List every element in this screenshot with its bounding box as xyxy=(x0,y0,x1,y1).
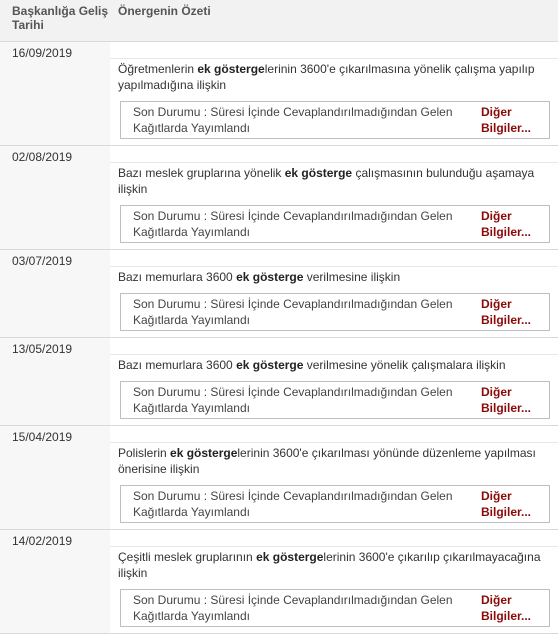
row-date: 02/08/2019 xyxy=(12,150,73,164)
status-box xyxy=(120,381,550,419)
table-header xyxy=(0,0,558,42)
summary-text: lerinin 3600'e çıkarılıp çıkarılmayacağına ilişkin xyxy=(118,550,541,580)
summary-text: lerinin 3600'e çıkarılması yönünde düzenleme yapılması önerisine ilişkin xyxy=(118,446,536,476)
table-row xyxy=(0,42,558,146)
summary-highlight: ek gösterge xyxy=(236,270,304,284)
row-content xyxy=(110,146,558,249)
more-info-link[interactable]: Diğer Bilgiler... xyxy=(481,297,532,327)
more-info-link[interactable]: Diğer Bilgiler... xyxy=(481,593,532,623)
row-date: 14/02/2019 xyxy=(12,534,73,548)
row-content xyxy=(110,530,558,633)
motion-summary xyxy=(110,162,558,201)
table-row xyxy=(0,146,558,250)
summary-text: Bazı memurlara 3600 xyxy=(118,358,237,372)
table-row xyxy=(0,530,558,634)
date-column-header: Başkanlığa Geliş Tarihi xyxy=(12,4,109,32)
status-box xyxy=(120,205,550,243)
more-info-link[interactable]: Diğer Bilgiler... xyxy=(481,209,532,239)
summary-text: Öğretmenlerin xyxy=(118,62,198,76)
summary-text: verilmesine yönelik çalışmalara ilişkin xyxy=(303,358,506,372)
status-text: Son Durumu : Süresi İçinde Cevaplandırılmadığından Gelen Kağıtlarda Yayımlandı xyxy=(133,105,453,135)
motion-summary xyxy=(110,58,558,97)
summary-highlight: ek gösterge xyxy=(284,166,353,180)
row-content xyxy=(110,250,558,337)
summary-text: lerinin 3600'e çıkarılmasına yönelik çalışma yapılıp yapılmadığına ilişkin xyxy=(118,62,535,92)
summary-text: verilmesine ilişkin xyxy=(303,270,401,284)
motion-summary xyxy=(110,354,558,377)
row-content xyxy=(110,338,558,425)
more-info-link[interactable]: Diğer Bilgiler... xyxy=(481,105,532,135)
row-date: 03/07/2019 xyxy=(12,254,73,268)
row-date: 15/04/2019 xyxy=(12,430,73,444)
row-date: 16/09/2019 xyxy=(12,46,73,60)
summary-highlight: ek gösterge xyxy=(170,446,238,460)
motion-summary xyxy=(110,546,558,585)
status-text: Son Durumu : Süresi İçinde Cevaplandırılmadığından Gelen Kağıtlarda Yayımlandı xyxy=(133,209,453,239)
status-box xyxy=(120,101,550,139)
summary-text: Polislerin xyxy=(118,446,171,460)
status-text: Son Durumu : Süresi İçinde Cevaplandırılmadığından Gelen Kağıtlarda Yayımlandı xyxy=(133,593,453,623)
status-text: Son Durumu : Süresi İçinde Cevaplandırılmadığından Gelen Kağıtlarda Yayımlandı xyxy=(133,297,453,327)
summary-text: Çeşitli meslek gruplarının xyxy=(118,550,257,564)
row-content xyxy=(110,42,558,145)
motion-summary xyxy=(110,266,558,289)
status-box xyxy=(120,589,550,627)
summary-column-header: Önergenin Özeti xyxy=(118,4,211,18)
summary-highlight: ek gösterge xyxy=(197,62,265,76)
summary-text: Bazı meslek gruplarına yönelik xyxy=(118,166,285,180)
status-box xyxy=(120,293,550,331)
summary-highlight: ek gösterge xyxy=(256,550,324,564)
table-row xyxy=(0,426,558,530)
status-text: Son Durumu : Süresi İçinde Cevaplandırılmadığından Gelen Kağıtlarda Yayımlandı xyxy=(133,385,453,415)
status-text: Son Durumu : Süresi İçinde Cevaplandırılmadığından Gelen Kağıtlarda Yayımlandı xyxy=(133,489,453,519)
summary-highlight: ek gösterge xyxy=(236,358,304,372)
row-date: 13/05/2019 xyxy=(12,342,73,356)
motion-summary xyxy=(110,442,558,481)
table-row xyxy=(0,250,558,338)
more-info-link[interactable]: Diğer Bilgiler... xyxy=(481,489,532,519)
table-row xyxy=(0,338,558,426)
summary-text: Bazı memurlara 3600 xyxy=(118,270,237,284)
summary-text: çalışmasının bulunduğu aşamaya ilişkin xyxy=(118,166,535,196)
status-box xyxy=(120,485,550,523)
more-info-link[interactable]: Diğer Bilgiler... xyxy=(481,385,532,415)
row-content xyxy=(110,426,558,529)
